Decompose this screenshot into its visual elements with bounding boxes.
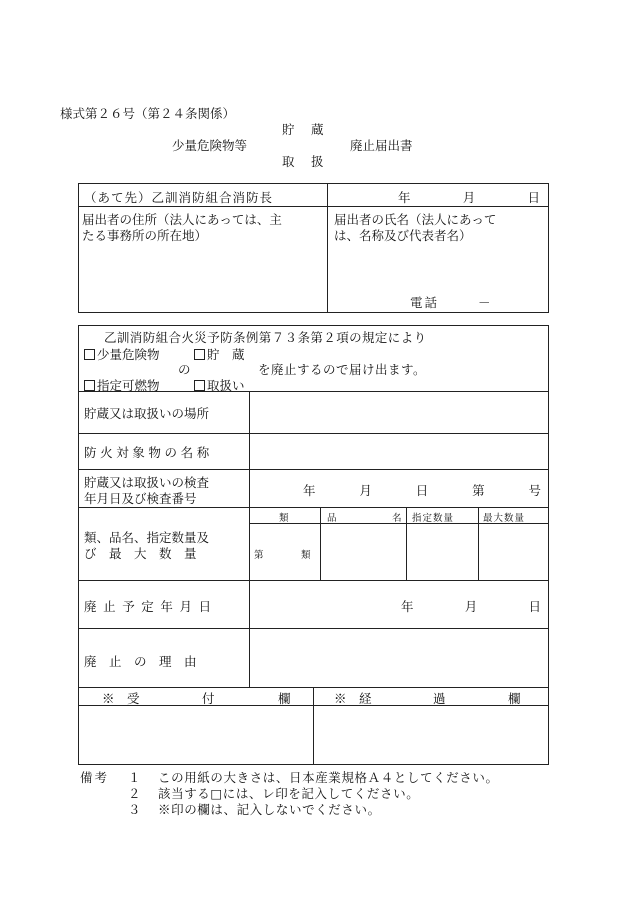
subheader-class: 類 <box>279 513 289 524</box>
notes-label: 備考 <box>80 770 110 785</box>
title-abolish-report: 廃止届出書 <box>350 138 413 153</box>
abolish-date-values <box>401 597 541 615</box>
option-storage <box>194 345 245 363</box>
divider <box>78 391 549 392</box>
option-small-hazard-label: 少量危険物 <box>97 347 160 362</box>
divider <box>78 628 549 629</box>
divider <box>78 206 549 207</box>
inspection-number-prefix: 第 <box>472 483 485 498</box>
inspection-month: 月 <box>359 483 372 498</box>
divider <box>320 507 321 580</box>
abolish-statement: を廃止するので届け出ます。 <box>258 362 427 377</box>
abolish-date-label: 廃止予定年月日 <box>84 599 218 614</box>
kind-label: 類、品名、指定数量及 <box>84 530 210 545</box>
connector-no: の <box>178 362 191 377</box>
year-label: 年 <box>398 190 411 205</box>
option-handling-label: 取扱い <box>207 378 245 393</box>
month-label: 月 <box>462 190 476 205</box>
inspection-label: 貯蔵又は取扱いの検査 <box>84 475 210 490</box>
abolish-day: 日 <box>528 599 541 614</box>
form-number: 様式第２６号（第２４条関係） <box>60 106 236 121</box>
abolish-month: 月 <box>464 599 478 614</box>
progress-mid: 過 <box>433 691 446 706</box>
name-label-cont: は、名称及び代表者名） <box>334 228 472 243</box>
checkbox-handling[interactable] <box>194 380 205 391</box>
inspection-day: 日 <box>415 483 429 498</box>
phone-label: 電話 <box>410 295 440 310</box>
title-small-hazard: 少量危険物等 <box>172 138 248 153</box>
divider <box>78 433 549 434</box>
subheader-designated-qty: 指定数量 <box>412 513 455 524</box>
addressee: （あて先）乙訓消防組合消防長 <box>84 190 274 205</box>
progress-end: 欄 <box>508 691 521 706</box>
inspection-year: 年 <box>303 483 316 498</box>
address-label: 届出者の住所（法人にあっては、主 <box>82 212 282 227</box>
reception-mid: 付 <box>202 691 215 706</box>
checkbox-small-hazard[interactable] <box>84 349 95 360</box>
note-number: １ <box>128 770 141 785</box>
title-handling: 取 扱 <box>282 154 326 169</box>
reception-end: 欄 <box>278 691 291 706</box>
date-row <box>398 188 540 206</box>
fire-target-label: 防火対象物の名称 <box>84 445 213 460</box>
divider <box>313 687 314 765</box>
title-storage: 貯 蔵 <box>282 122 326 137</box>
address-label-cont: たる事務所の所在地） <box>82 228 208 243</box>
location-label: 貯蔵又は取扱いの場所 <box>84 406 210 421</box>
progress-mark: ※ 経 <box>334 691 372 706</box>
regulation-intro: 乙訓消防組合火災予防条例第７３条第２項の規定により <box>104 330 427 345</box>
option-storage-label: 貯 蔵 <box>207 347 245 362</box>
subheader-item: 品 <box>327 513 337 524</box>
abolish-year: 年 <box>401 599 414 614</box>
subheader-max-qty: 最大数量 <box>483 513 526 524</box>
option-small-hazard <box>84 345 160 363</box>
phone-dash: － <box>478 295 491 310</box>
day-label: 日 <box>527 190 540 205</box>
inspection-values <box>303 481 541 499</box>
note-number: ３ <box>128 802 141 817</box>
divider <box>78 580 549 581</box>
reception-mark: ※ 受 <box>102 691 140 706</box>
divider <box>249 391 250 687</box>
note-number: ２ <box>128 786 141 801</box>
subheader-name: 名 <box>392 513 402 524</box>
checkbox-designated[interactable] <box>84 380 95 391</box>
note-text: この用紙の大きさは、日本産業規格Ａ４としてください。 <box>158 770 499 785</box>
class-cell-prefix: 第 <box>254 550 264 561</box>
checkbox-storage[interactable] <box>194 349 205 360</box>
kind-label-cont: び 最 大 数 量 <box>84 546 197 561</box>
reason-label: 廃 止 の 理 由 <box>84 654 197 669</box>
divider <box>78 469 549 470</box>
name-label: 届出者の氏名（法人にあって <box>334 212 497 227</box>
option-designated-label: 指定可燃物 <box>97 378 160 393</box>
inspection-number-suffix: 号 <box>528 483 541 498</box>
note-text: ※印の欄は、記入しないでください。 <box>158 802 381 817</box>
class-cell-suffix: 類 <box>301 550 311 561</box>
divider <box>327 183 328 313</box>
note-text: 該当する□には、レ印を記入してください。 <box>158 786 420 801</box>
divider <box>406 507 407 580</box>
inspection-label-cont: 年月日及び検査番号 <box>84 491 197 506</box>
divider <box>478 507 479 580</box>
